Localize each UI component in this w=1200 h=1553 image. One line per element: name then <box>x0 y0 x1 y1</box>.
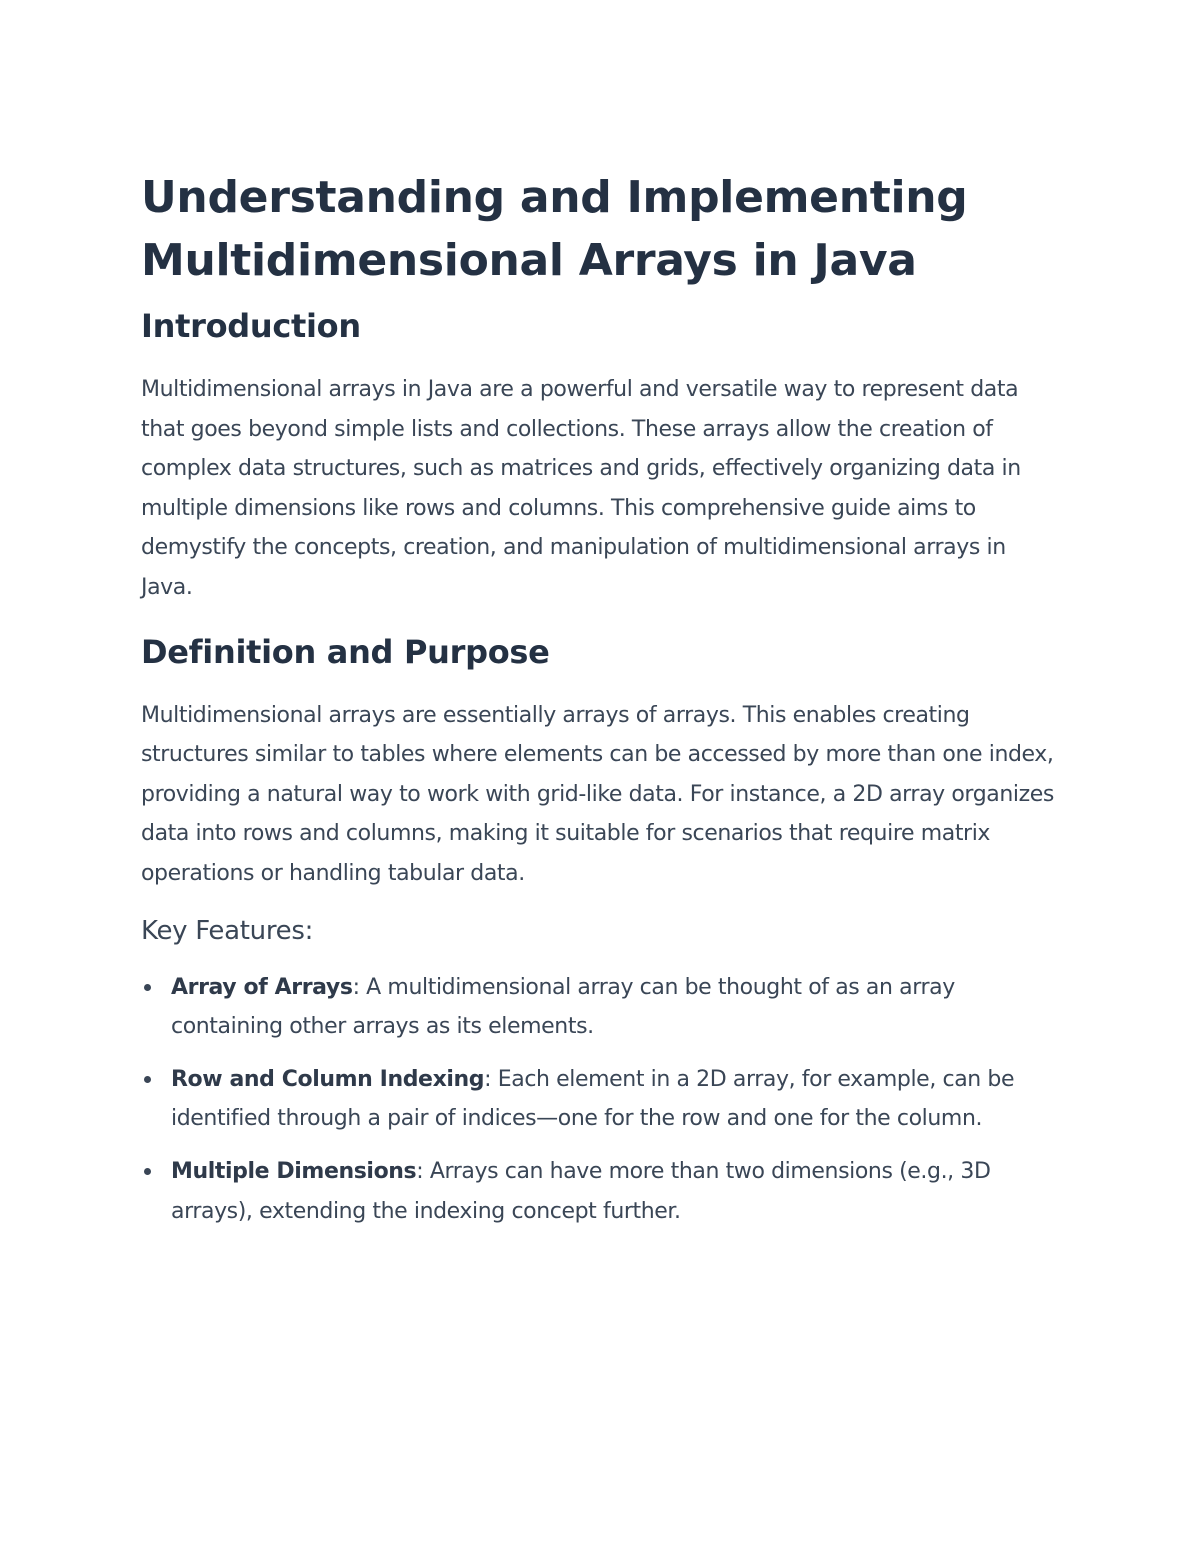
feature-description: A multidimensional array can be thought of as an array containing other arrays as its elements. <box>171 974 955 1040</box>
key-features-heading: Key Features: <box>141 915 314 946</box>
introduction-paragraph: Multidimensional arrays in Java are a powerful and versatile way to represent data that goes beyond simple lists and collections. These arrays allow the creation of complex data structures, such as matrices and grids, effectively organizing data in multiple dimensions like rows and columns. This comprehensive guide aims to demystify the concepts, creation, and manipulation of multidimensional arrays in Java. <box>141 377 1021 600</box>
bullet-icon <box>144 984 151 991</box>
feature-separator: : <box>416 1158 424 1184</box>
document-page <box>141 166 1061 1244</box>
list-item <box>141 968 1061 1047</box>
feature-description: Each element in a 2D array, for example, can be identified through a pair of indices—one for the row and one for the column. <box>171 1066 1015 1132</box>
feature-term: Row and Column Indexing <box>171 1066 485 1092</box>
bullet-icon <box>144 1168 151 1175</box>
feature-separator: : <box>352 974 360 1000</box>
section-heading-definition: Definition and Purpose <box>141 632 550 671</box>
key-features-list <box>141 968 1061 1232</box>
section-heading-introduction: Introduction <box>141 307 361 345</box>
definition-paragraph: Multidimensional arrays are essentially arrays of arrays. This enables creating structures similar to tables where elements can be accessed by more than one index, providing a natural way to work with grid-like data. For instance, a 2D array organizes data into rows and columns, making it suitable for scenarios that require matrix operations or handling tabular data. <box>141 702 1054 886</box>
feature-separator: : <box>484 1066 492 1092</box>
feature-term: Multiple Dimensions <box>171 1158 417 1184</box>
feature-term: Array of Arrays <box>171 974 353 1000</box>
feature-description: Arrays can have more than two dimensions (e.g., 3D arrays), extending the indexing concept further. <box>171 1158 991 1224</box>
list-item <box>141 1152 1061 1231</box>
bullet-icon <box>144 1076 151 1083</box>
document-title: Understanding and Implementing Multidimensional Arrays in Java <box>141 172 968 286</box>
list-item <box>141 1060 1061 1139</box>
